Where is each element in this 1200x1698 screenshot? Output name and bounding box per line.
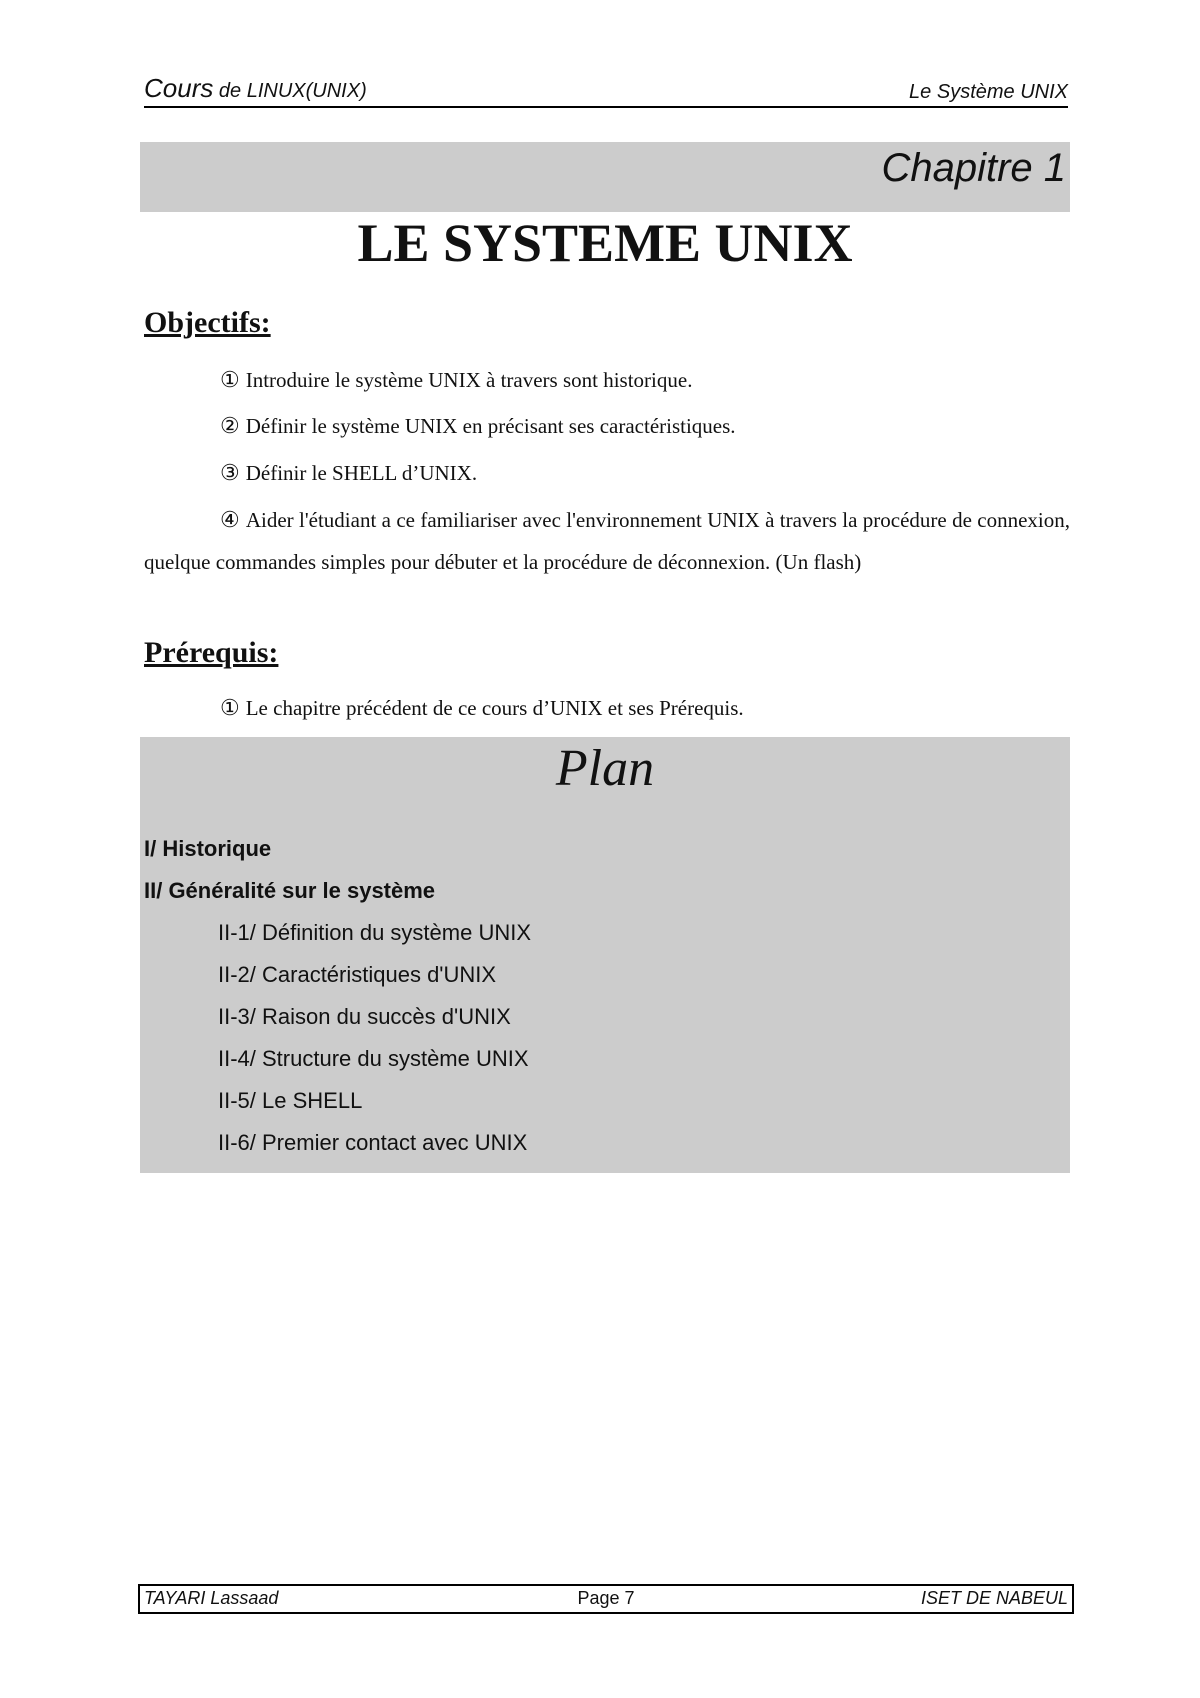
chapter-label: Chapitre 1: [881, 146, 1066, 190]
plan-subitem: II-3/ Raison du succès d'UNIX: [218, 1004, 511, 1029]
chapter-title: LE SYSTEME UNIX: [357, 213, 853, 273]
plan-item: I/ Historique: [144, 836, 272, 861]
plan-subitem: II-6/ Premier contact avec UNIX: [218, 1130, 528, 1155]
chapter-band: [140, 142, 1070, 212]
footer-author: TAYARI Lassaad: [144, 1588, 279, 1608]
footer-institution: ISET DE NABEUL: [920, 1588, 1068, 1608]
objectif-number: ②: [220, 413, 240, 438]
plan-subitem: II-4/ Structure du système UNIX: [218, 1046, 529, 1071]
objectif-text: Aider l'étudiant a ce familiariser avec l'environnement UNIX à travers la procédure de connexion, quelque commandes simples pour débuter et la procédure de déconnexion. (Un flash): [144, 508, 1070, 574]
plan-box: [140, 737, 1070, 1173]
objectif-number: ③: [220, 460, 240, 485]
page-footer: [138, 1584, 1074, 1614]
plan-item: II/ Généralité sur le système: [144, 878, 436, 903]
prerequis-text: Le chapitre précédent de ce cours d’UNIX et ses Prérequis.: [245, 696, 744, 720]
objectif-item: [144, 499, 1070, 583]
objectif-text: Définir le SHELL d’UNIX.: [245, 461, 478, 485]
plan-subitem: II-2/ Caractéristiques d'UNIX: [218, 962, 497, 987]
objectif-text: Définir le système UNIX en précisant ses caractéristiques.: [245, 414, 736, 438]
objectifs-heading: Objectifs:: [144, 306, 271, 339]
course-title: [144, 73, 367, 104]
objectif-number: ④: [220, 507, 240, 532]
prerequis-heading: Prérequis:: [144, 636, 279, 669]
course-title-sub: de LINUX(UNIX): [213, 80, 367, 102]
objectif-item: [220, 405, 1070, 447]
prerequis-item: [220, 687, 1070, 729]
plan-subitem: II-5/ Le SHELL: [218, 1088, 363, 1113]
header-section-title: Le Système UNIX: [909, 81, 1068, 103]
plan-title: Plan: [555, 740, 655, 797]
objectif-text: Introduire le système UNIX à travers sont historique.: [245, 368, 693, 392]
objectif-number: ①: [220, 367, 240, 392]
footer-page-number: Page 7: [577, 1588, 635, 1608]
objectif-item: [220, 452, 1070, 494]
objectif-item: [220, 359, 1070, 401]
course-title-main: Cours: [144, 73, 214, 103]
page-header: [144, 73, 1068, 108]
prerequis-number: ①: [220, 695, 240, 720]
plan-subitem: II-1/ Définition du système UNIX: [218, 920, 532, 945]
